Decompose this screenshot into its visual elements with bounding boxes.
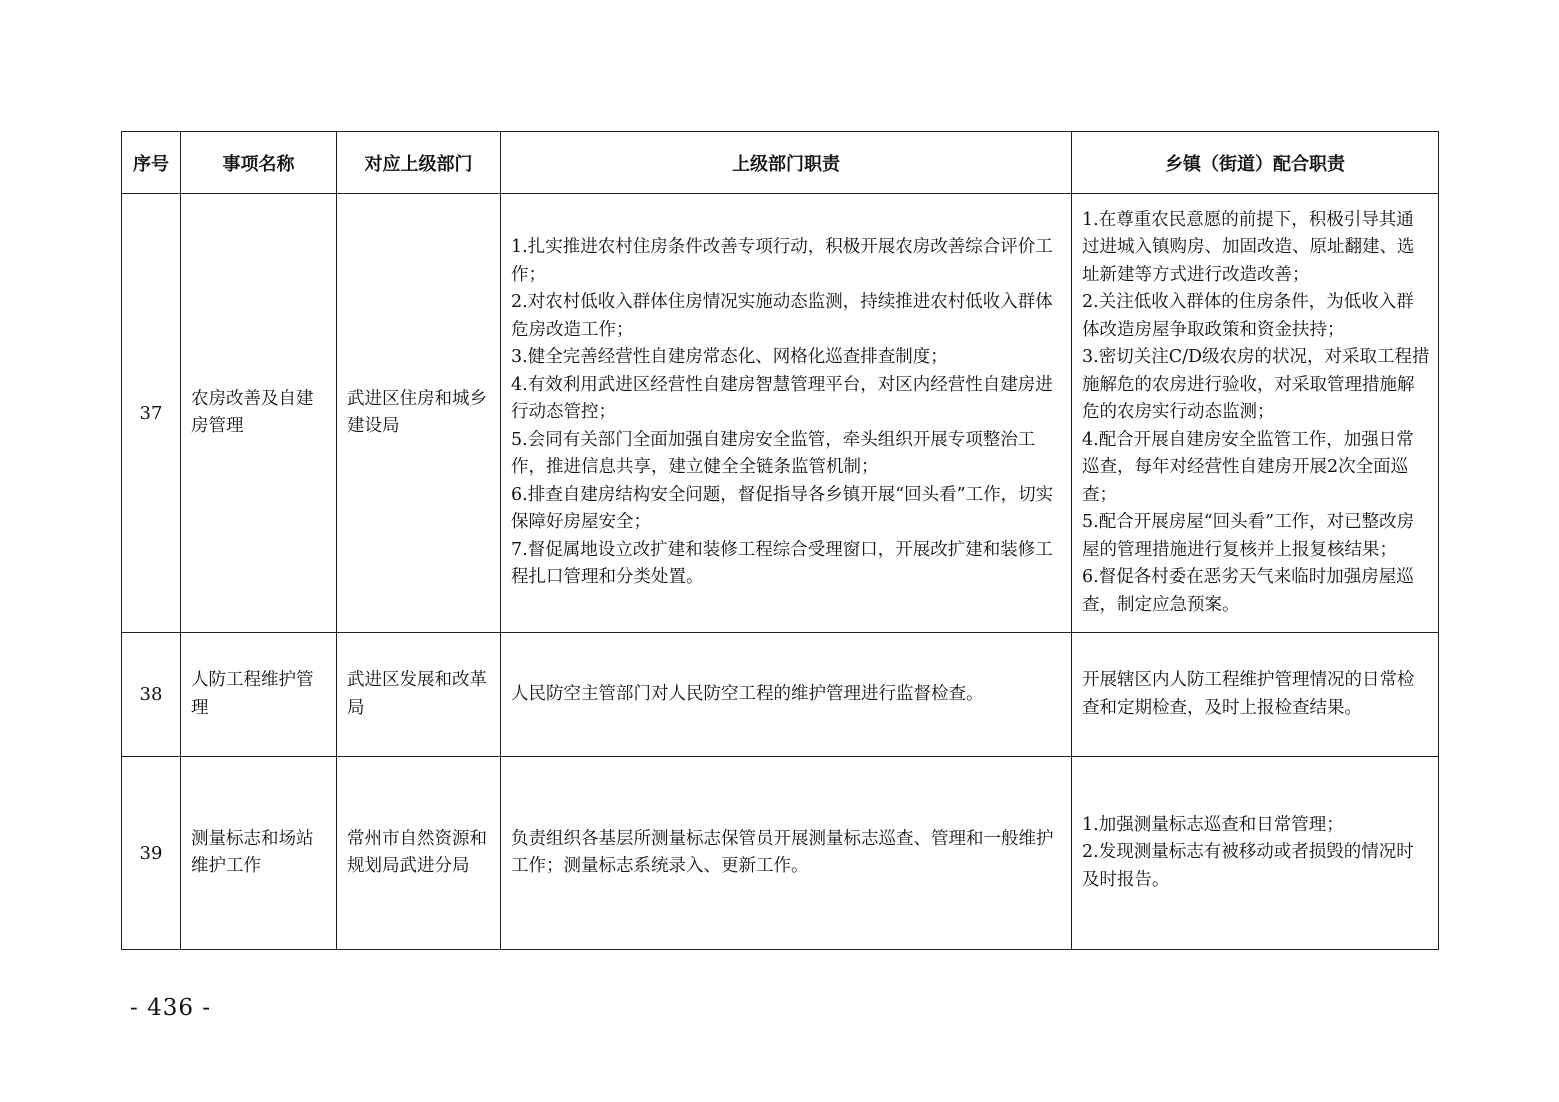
row-department: 武进区住房和城乡建设局 — [337, 194, 501, 633]
row-upper-duties — [501, 194, 1072, 633]
duty-line: 4.有效利用武进区经营性自建房智慧管理平台，对区内经营性自建房进行动态管控； — [511, 374, 1053, 423]
duty-line: 4.配合开展自建房安全监管工作，加强日常巡查，每年对经营性自建房开展2次全面巡查； — [1082, 429, 1414, 505]
row-serial-number: 39 — [122, 757, 181, 950]
row-town-duties — [1072, 757, 1439, 950]
table-header-row — [122, 132, 1439, 194]
table-row — [122, 194, 1439, 633]
header-town-duties: 乡镇（街道）配合职责 — [1072, 132, 1439, 194]
row-department: 常州市自然资源和规划局武进分局 — [337, 757, 501, 950]
header-serial-number: 序号 — [122, 132, 181, 194]
duty-line: 1.加强测量标志巡查和日常管理； — [1082, 814, 1344, 835]
row-serial-number: 37 — [122, 194, 181, 633]
row-town-duties — [1072, 194, 1439, 633]
duty-line: 5.配合开展房屋“回头看”工作，对已整改房屋的管理措施进行复核并上报复核结果； — [1082, 512, 1415, 560]
duty-line: 7.督促属地设立改扩建和装修工程综合受理窗口，开展改扩建和装修工程扎口管理和分类处置。 — [511, 539, 1053, 588]
header-upper-duties: 上级部门职责 — [501, 132, 1072, 194]
row-item-name: 人防工程维护管理 — [181, 633, 337, 757]
duty-line: 2.发现测量标志有被移动或者损毁的情况时及时报告。 — [1082, 842, 1414, 890]
responsibility-table — [121, 131, 1439, 950]
duty-line: 6.排查自建房结构安全问题，督促指导各乡镇开展“回头看”工作，切实保障好房屋安全； — [511, 484, 1054, 533]
row-serial-number: 38 — [122, 633, 181, 757]
duty-line: 1.在尊重农民意愿的前提下，积极引导其通过进城入镇购房、加固改造、原址翻建、选址新建等方式进行改造改善； — [1082, 209, 1415, 285]
page-number: - 436 - — [130, 995, 212, 1021]
row-item-name: 农房改善及自建房管理 — [181, 194, 337, 633]
duty-line: 开展辖区内人防工程维护管理情况的日常检查和定期检查，及时上报检查结果。 — [1082, 670, 1415, 718]
header-upper-department: 对应上级部门 — [337, 132, 501, 194]
duty-line: 2.对农村低收入群体住房情况实施动态监测，持续推进农村低收入群体危房改造工作； — [511, 292, 1053, 340]
duty-line: 5.会同有关部门全面加强自建房安全监管，牵头组织开展专项整治工作，推进信息共享，建立健全全链条监管机制； — [511, 429, 1036, 478]
duty-line: 3.健全完善经营性自建房常态化、网格化巡查排查制度； — [511, 347, 948, 368]
duty-line: 6.督促各村委在恶劣天气来临时加强房屋巡查，制定应急预案。 — [1082, 567, 1414, 615]
table-row — [122, 757, 1439, 950]
table-row — [122, 633, 1439, 757]
row-town-duties — [1072, 633, 1439, 757]
duty-line: 1.扎实推进农村住房条件改善专项行动，积极开展农房改善综合评价工作； — [511, 237, 1053, 285]
row-item-name: 测量标志和场站维护工作 — [181, 757, 337, 950]
row-department: 武进区发展和改革局 — [337, 633, 501, 757]
row-upper-duties — [501, 757, 1072, 950]
header-item-name: 事项名称 — [181, 132, 337, 194]
duty-line: 人民防空主管部门对人民防空工程的维护管理进行监督检查。 — [511, 683, 984, 704]
duty-line: 负责组织各基层所测量标志保管员开展测量标志巡查、管理和一般维护工作；测量标志系统录入、更新工作。 — [511, 828, 1054, 876]
row-upper-duties — [501, 633, 1072, 757]
duty-line: 2.关注低收入群体的住房条件，为低收入群体改造房屋争取政策和资金扶持； — [1082, 292, 1414, 340]
duty-line: 3.密切关注C/D级农房的状况，对采取工程措施解危的农房进行验收，对采取管理措施解危的农房实行动态监测； — [1082, 347, 1430, 423]
